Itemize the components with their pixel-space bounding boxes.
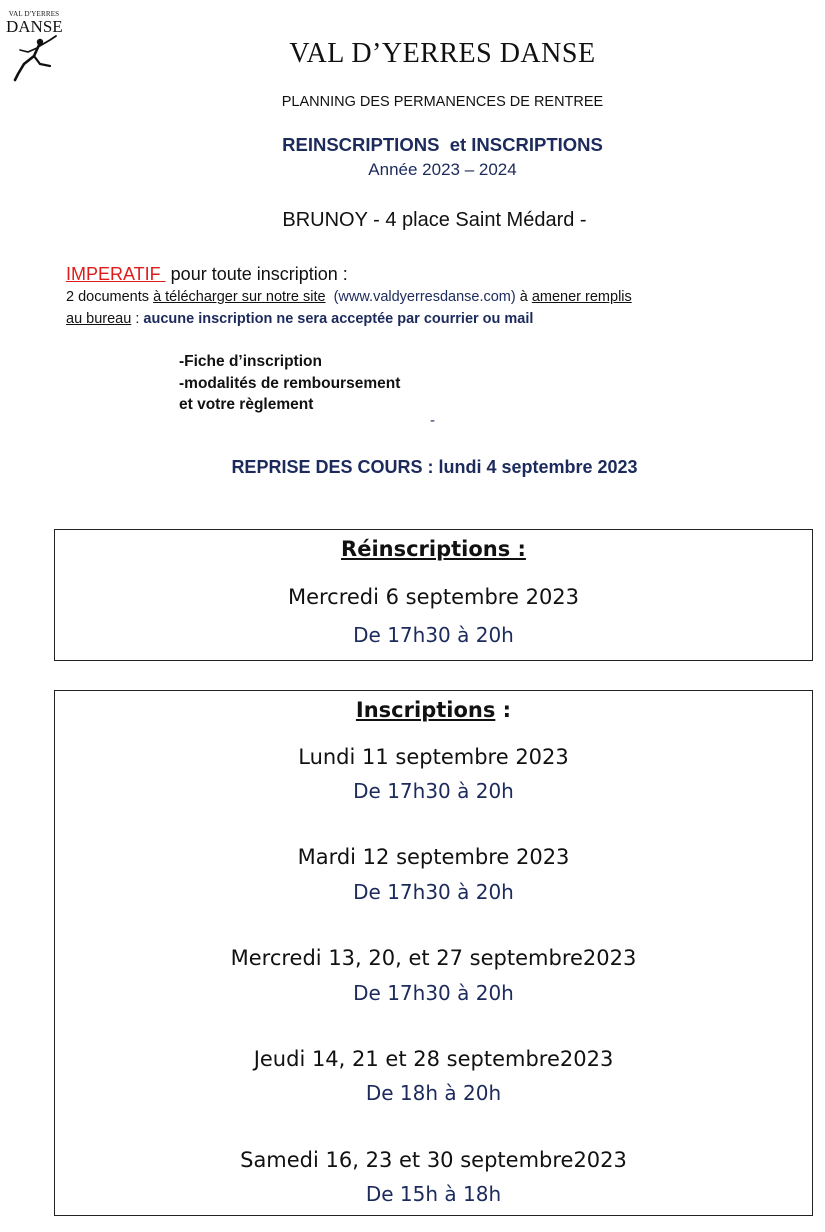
session-day: Mardi 12 septembre 2023 xyxy=(297,845,570,869)
reinscriptions-title-text: Réinscriptions : xyxy=(341,537,526,561)
inscriptions-heading: REINSCRIPTIONS et INSCRIPTIONS xyxy=(282,134,603,155)
reinscriptions-box xyxy=(54,529,813,661)
warning-text: aucune inscription ne sera acceptée par courrier ou mail xyxy=(143,311,534,327)
session-time: De 17h30 à 20h xyxy=(353,981,514,1005)
session-time: De 17h30 à 20h xyxy=(353,779,514,803)
session-day: Jeudi 14, 21 et 28 septembre2023 xyxy=(253,1047,614,1071)
office-instruction: au bureau xyxy=(66,311,132,327)
documents-line xyxy=(66,289,632,305)
inscriptions-title-text: Inscriptions xyxy=(355,698,496,722)
logo-big-text: DANSE xyxy=(6,17,63,36)
list-item: -Fiche d’inscription xyxy=(179,353,322,370)
reinscriptions-day: Mercredi 6 septembre 2023 xyxy=(287,585,580,609)
separator-dash: - xyxy=(430,412,435,429)
address: BRUNOY - 4 place Saint Médard - xyxy=(282,209,587,231)
docs-colon: : xyxy=(131,311,144,327)
page-subtitle: PLANNING DES PERMANENCES DE RENTREE xyxy=(281,94,604,110)
reinscriptions-title xyxy=(55,537,812,561)
session-time: De 15h à 18h xyxy=(365,1182,502,1206)
session-time: De 17h30 à 20h xyxy=(353,880,514,904)
session-day: Mercredi 13, 20, et 27 septembre2023 xyxy=(230,946,637,970)
reinscriptions-time: De 17h30 à 20h xyxy=(353,623,514,647)
imperatif-label: IMPERATIF xyxy=(66,264,166,284)
reprise-des-cours: REPRISE DES COURS : lundi 4 septembre 2023 xyxy=(231,457,638,477)
imperatif-line xyxy=(66,264,348,285)
documents-line-2 xyxy=(66,311,533,327)
session-time: De 18h à 20h xyxy=(365,1081,502,1105)
bring-instruction: amener remplis xyxy=(531,289,632,305)
documents-list xyxy=(179,351,400,416)
docs-a: à xyxy=(519,289,532,305)
logo-small-text: VAL D'YERRES xyxy=(8,10,60,18)
page-title: VAL D’YERRES DANSE xyxy=(289,38,596,69)
list-item: et votre règlement xyxy=(179,396,314,413)
season-year: Année 2023 – 2024 xyxy=(368,160,517,179)
inscriptions-title xyxy=(55,698,812,722)
session-day: Lundi 11 septembre 2023 xyxy=(298,745,569,769)
documents-count: 2 documents xyxy=(66,289,154,305)
download-instruction: à télécharger sur notre site xyxy=(153,289,326,305)
list-item: -modalités de remboursement xyxy=(179,374,401,392)
website-url[interactable]: (www.valdyerresdanse.com) xyxy=(325,289,520,305)
imperatif-text: pour toute inscription : xyxy=(165,264,348,284)
session-day: Samedi 16, 23 et 30 septembre2023 xyxy=(240,1148,627,1172)
inscriptions-box xyxy=(54,690,813,1216)
inscriptions-title-colon: : xyxy=(495,698,512,722)
